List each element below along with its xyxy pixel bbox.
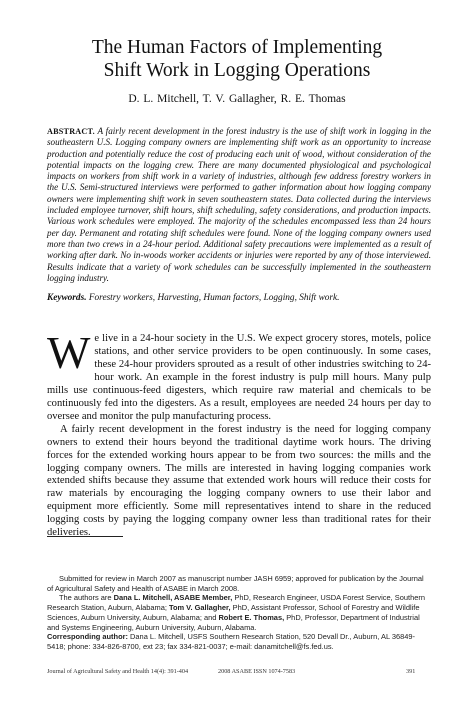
footnote-corresponding — [47, 632, 431, 651]
author2-name: Tom V. Gallagher, — [168, 603, 231, 613]
body-text — [47, 327, 431, 540]
keywords — [47, 293, 431, 303]
keywords-text: Forestry workers, Harvesting, Human factors, Logging, Shift work. — [86, 293, 340, 303]
body-paragraph-2: A fairly recent development in the forest industry is the need for logging company owners to extend their hours beyond the traditional daytime work hours. The driving forces for the extended working hours appear to be from two sources: the mills and the logging company owners. The mills are interested in having logging companies work extended shifts because they assume that extended work hours will reduce their costs for raw materials by encouraging the logging company owners to use their labor and equipment more efficiently. Some mill representatives intend to share in the reduced logging costs by paying the logging company owner less than traditional rates for their deliveries. — [47, 423, 431, 539]
abstract — [47, 126, 431, 284]
title-line-1: The Human Factors of Implementing — [91, 37, 383, 58]
drop-cap: W — [47, 327, 91, 378]
footnote-submitted: Submitted for review in March 2007 as manuscript number JASH 6959; approved for publication by the Journal of Agricultural Safety and Health of ASABE in March 2008. — [47, 574, 424, 593]
footnote-authors — [47, 593, 431, 632]
footer-journal: Journal of Agricultural Safety and Health 14(4): 391-404 — [47, 668, 189, 675]
corresponding-label: Corresponding author: — [47, 632, 128, 642]
corresponding-text: Dana L. Mitchell, USFS Southern Research Station, 520 Devall Dr., Auburn, AL 36849-5418; phone: 334-826-8700, ext 23; fax 334-821-0037; e-mail: danamitchell@fs.fed.us. — [47, 632, 416, 651]
body-paragraph-1 — [47, 327, 431, 424]
footnotes — [47, 574, 431, 652]
authors-intro: The authors are — [59, 593, 114, 603]
author-list: D. L. Mitchell, T. V. Gallagher, R. E. Thomas — [128, 93, 346, 105]
paper-title — [40, 36, 434, 82]
author3-name: Robert E. Thomas, — [218, 612, 285, 622]
body-paragraph-1-text: e live in a 24-hour society in the U.S. We expect grocery stores, motels, police stations, and other service providers to be open continuously. In some cases, these 24-hour providers sprouted as a result of other industries switching to 24-hour work. An example in the forest industry is pulp mill hours. Many pulp mills use continuous-feed digesters, which require raw material and chemicals to be continuously fed into the digesters. As a result, employees are needed 24 hours per day to oversee and monitor the pulp manufacturing process. — [47, 333, 431, 422]
footer-page-number: 391 — [406, 668, 416, 675]
abstract-label: ABSTRACT. — [47, 127, 95, 136]
footnote-divider — [47, 536, 123, 537]
author1-info: PhD, Research Engineer, USDA Forest Service, Southern Research Station, Auburn, Alabama; — [47, 593, 425, 613]
author3-info: PhD, Professor, Department of Industrial and Systems Engineering, Auburn University, Auburn, Alabama. — [47, 612, 420, 632]
footer-copyright: 2008 ASABE ISSN 1074-7583 — [218, 668, 296, 675]
author2-info: PhD, Assistant Professor, School of Forestry and Wildlife Sciences, Auburn University, Auburn, Alabama; and — [47, 603, 420, 622]
author1-name: Dana L. Mitchell, ASABE Member, — [113, 593, 233, 603]
abstract-text: A fairly recent development in the forest industry is the use of shift work in logging in the southeastern U.S. Logging company owners are implementing shift work as an opportunity to increase production and potentially reduce the cost of producing each unit of wood, without consideration of the potential impacts on the logging crew. There are many documented physiological and psychological impacts on workers from shift work in a variety of industries, although few address forestry workers in the U.S. Semi-structured interviews were performed to gather information about how logging company owners were implementing shift work in seven southeastern states. Data collected during the interviews included employee turnover, shift hours, shift scheduling, safety considerations, and production impacts. Various work schedules were employed. The majority of the schedules encompassed less than 24 hours per day. Permanent and rotating shift schedules were found. None of the logging company owners used more than two crews in a 24-hour period. Additional safety precautions were implemented as a result of working after dark. No in-woods worker accidents or injuries were reported by any of those interviewed. Results indicate that a variety of work schedules can be successfully implemented in the southeastern logging industry. — [47, 126, 431, 283]
title-line-2: Shift Work in Logging Operations — [103, 60, 371, 81]
keywords-label: Keywords. — [47, 293, 87, 303]
